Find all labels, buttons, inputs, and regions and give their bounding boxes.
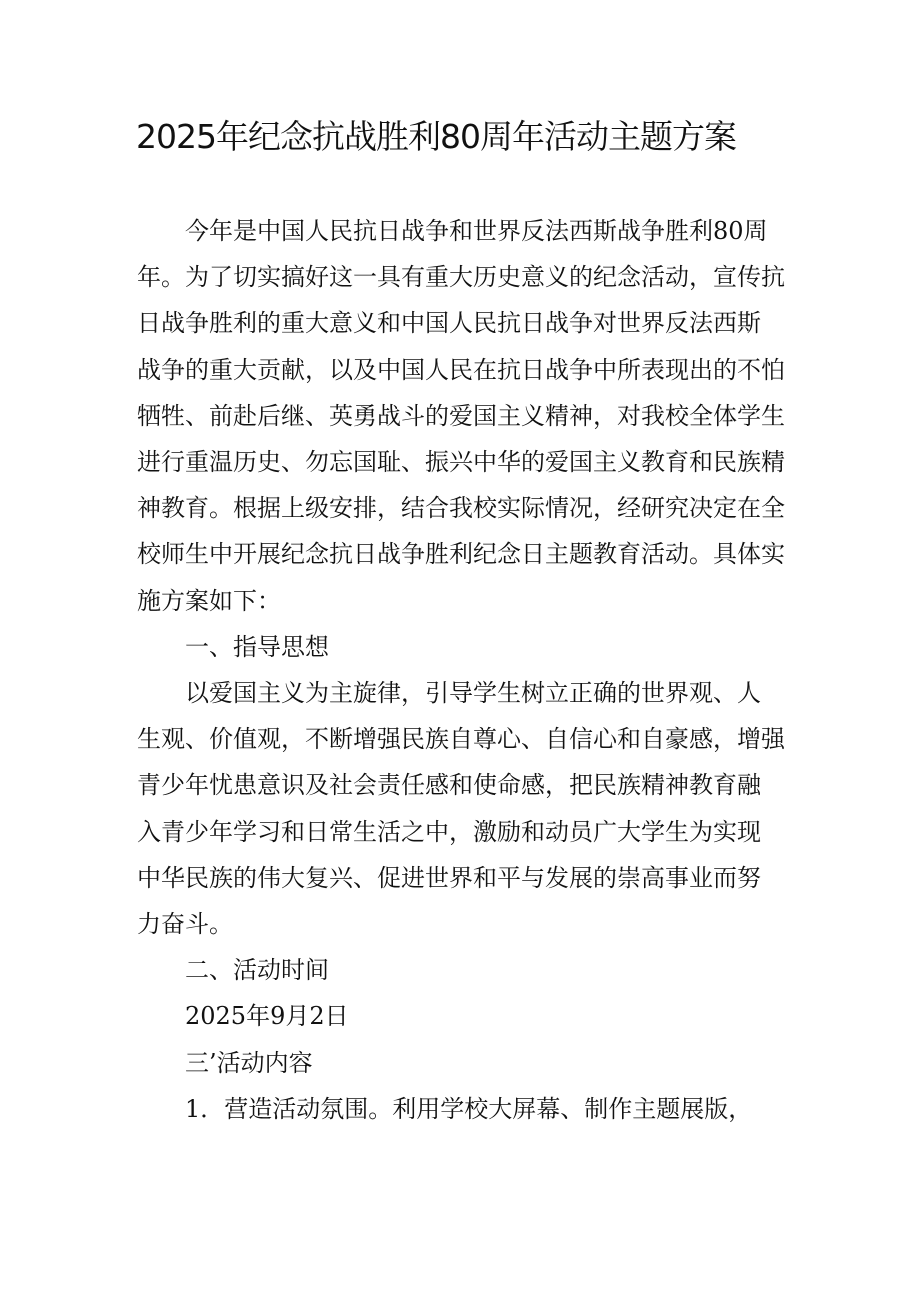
intro-line: 牺牲、前赴后继、英勇战斗的爱国主义精神，对我校全体学生 (137, 401, 785, 430)
document-body (137, 208, 787, 1132)
intro-line: 神教育。根据上级安排，结合我校实际情况，经研究决定在全 (137, 494, 785, 523)
intro-line: 进行重温历史、勿忘国耻、振兴中华的爱国主义教育和民族精 (137, 448, 785, 477)
intro-line: 校师生中开展纪念抗日战争胜利纪念日主题教育活动。具体实 (137, 540, 785, 569)
document-title: 2025年纪念抗战胜利80周年活动主题方案 (136, 117, 736, 156)
intro-line: 战争的重大贡献，以及中国人民在抗日战争中所表现出的不怕 (137, 355, 785, 384)
guiding-ideology-paragraph (137, 670, 787, 947)
intro-paragraph (137, 208, 787, 624)
activity-item-1: 1．营造活动氛围。利用学校大屏幕、制作主题展版， (185, 1094, 753, 1123)
section-heading-activity-time: 二、活动时间 (185, 956, 329, 985)
intro-line: 日战争胜利的重大意义和中国人民抗日战争对世界反法西斯 (137, 309, 761, 338)
section-heading-guiding-ideology: 一、指导思想 (185, 632, 329, 661)
intro-line: 今年是中国人民抗日战争和世界反法西斯战争胜利80周 (185, 217, 768, 245)
paragraph-line: 力奋斗。 (137, 910, 233, 939)
paragraph-line: 入青少年学习和日常生活之中，激励和动员广大学生为实现 (137, 817, 761, 846)
paragraph-line: 青少年忧患意识及社会责任感和使命感，把民族精神教育融 (137, 771, 761, 800)
paragraph-line: 中华民族的伟大复兴、促进世界和平与发展的崇高事业而努 (137, 863, 761, 892)
intro-line: 年。为了切实搞好这一具有重大历史意义的纪念活动，宣传抗 (137, 263, 785, 292)
intro-line: 施方案如下： (137, 586, 281, 615)
section-heading-activity-content: 三’活动内容 (185, 1048, 313, 1077)
activity-date: 2025年9月2日 (185, 1002, 349, 1031)
paragraph-line: 以爱国主义为主旋律，引导学生树立正确的世界观、人 (185, 679, 761, 708)
paragraph-line: 生观、价值观，不断增强民族自尊心、自信心和自豪感，增强 (137, 725, 785, 754)
